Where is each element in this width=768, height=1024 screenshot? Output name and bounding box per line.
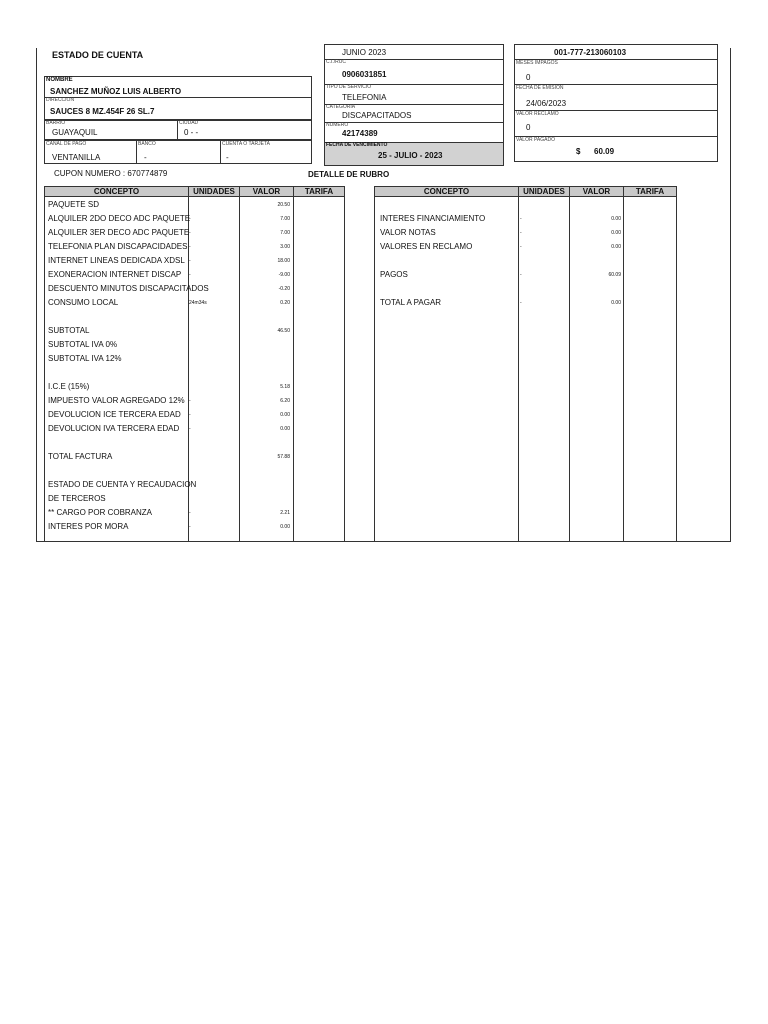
meses-impagos-label: MESES IMPAGOS — [516, 60, 558, 66]
row-unidades: - — [189, 524, 191, 530]
row-concepto: SUBTOTAL IVA 0% — [48, 340, 118, 349]
detalle-rubro-title: DETALLE DE RUBRO — [308, 170, 390, 179]
row-unidades: - — [520, 216, 522, 222]
numero-label: NUMERO — [326, 122, 349, 128]
row-valor: 5.18 — [280, 384, 290, 390]
vencimiento-value: 25 - JULIO - 2023 — [378, 151, 443, 160]
barrio-label: BARRIO — [46, 120, 66, 126]
row-concepto: DEVOLUCION ICE TERCERA EDAD — [48, 410, 181, 419]
row-valor: 7.00 — [280, 230, 290, 236]
bottom-border — [36, 541, 731, 542]
ciudad-value: 0 - - — [184, 128, 199, 137]
row-concepto: VALOR NOTAS — [380, 228, 436, 237]
direccion-label: DIRECCION — [46, 97, 75, 103]
tipo-servicio-value: TELEFONIA — [342, 93, 387, 102]
row-concepto: INTERES POR MORA — [48, 522, 129, 531]
row-unidades: - — [189, 230, 191, 236]
row-unidades: - — [189, 216, 191, 222]
right-col-unidades: UNIDADES — [518, 186, 570, 197]
row-unidades: 24m34s — [189, 300, 207, 306]
valor-pagado-symbol: $ — [576, 147, 581, 156]
row-unidades: - — [189, 482, 191, 488]
row-unidades: - — [520, 230, 522, 236]
row-concepto: TELEFONIA PLAN DISCAPACIDADES — [48, 242, 188, 251]
page-right-border — [730, 48, 731, 542]
row-unidades: - — [189, 426, 191, 432]
row-concepto: DEVOLUCION IVA TERCERA EDAD — [48, 424, 180, 433]
row-valor: -9.00 — [278, 272, 290, 278]
ciruc-value: 0906031851 — [342, 70, 387, 79]
row-valor: 0.00 — [280, 524, 290, 530]
row-unidades: - — [189, 286, 191, 292]
banco-value: - — [144, 153, 147, 162]
row-concepto: ** CARGO POR COBRANZA — [48, 508, 153, 517]
row-valor: 0.00 — [611, 216, 621, 222]
valor-reclamo-label: VALOR RECLAMO — [516, 111, 559, 117]
row-valor: 6.20 — [280, 398, 290, 404]
row-valor: -0.20 — [278, 286, 290, 292]
nombre-label: NOMBRE — [46, 77, 73, 83]
valor-pagado-value: 60.09 — [594, 147, 615, 156]
row-valor: 0.00 — [280, 412, 290, 418]
banco-label: BANCO — [138, 141, 156, 147]
ciudad-label: CIUDAD — [179, 120, 199, 126]
cupon-number: CUPON NUMERO : 670774879 — [54, 169, 168, 178]
row-unidades: - — [189, 412, 191, 418]
row-unidades: - — [189, 272, 191, 278]
cuenta-tarjeta-label: CUENTA O TARJETA — [222, 141, 270, 147]
row-valor: 3.00 — [280, 244, 290, 250]
tipo-servicio-label: TIPO DE SERVICIO — [326, 84, 372, 90]
row-concepto: ESTADO DE CUENTA Y RECAUDACION — [48, 480, 197, 489]
row-valor: 0.00 — [611, 230, 621, 236]
valor-reclamo-value: 0 — [526, 123, 531, 132]
row-unidades: - — [520, 272, 522, 278]
row-valor: 60.09 — [608, 272, 621, 278]
row-valor: 7.00 — [280, 216, 290, 222]
vencimiento-label: FECHA DE VENCIMIENTO — [326, 142, 388, 148]
fecha-emision-label: FECHA DE EMISION — [516, 85, 564, 91]
document-title: ESTADO DE CUENTA — [52, 50, 144, 60]
left-col-tarifa: TARIFA — [293, 186, 345, 197]
left-col-valor: VALOR — [239, 186, 294, 197]
categoria-value: DISCAPACITADOS — [342, 111, 412, 120]
account-number: 001-777-213060103 — [554, 48, 627, 57]
row-concepto: TOTAL A PAGAR — [380, 298, 442, 307]
left-col-concepto: CONCEPTO — [44, 186, 189, 197]
valor-pagado-label: VALOR PAGADO — [516, 137, 555, 143]
row-valor: 20.50 — [277, 202, 290, 208]
row-unidades: - — [189, 258, 191, 264]
row-concepto: CONSUMO LOCAL — [48, 298, 119, 307]
row-concepto: INTERNET LINEAS DEDICADA XDSL — [48, 256, 185, 265]
row-concepto: ALQUILER 3ER DECO ADC PAQUETE — [48, 228, 190, 237]
row-concepto: IMPUESTO VALOR AGREGADO 12% — [48, 396, 185, 405]
row-unidades: - — [520, 300, 522, 306]
row-concepto: SUBTOTAL IVA 12% — [48, 354, 122, 363]
row-concepto: PAGOS — [380, 270, 408, 279]
canal-value: VENTANILLA — [52, 153, 101, 162]
period-value: JUNIO 2023 — [342, 48, 387, 57]
row-concepto: EXONERACION INTERNET DISCAP — [48, 270, 182, 279]
cuenta-tarjeta-value: - — [226, 153, 229, 162]
client-address: SAUCES 8 MZ.454F 26 SL.7 — [50, 107, 155, 116]
row-unidades: - — [520, 244, 522, 250]
row-valor: 2.21 — [280, 510, 290, 516]
row-valor: 0.00 — [280, 426, 290, 432]
left-col-unidades: UNIDADES — [188, 186, 240, 197]
meses-impagos-value: 0 — [526, 73, 531, 82]
right-col-concepto: CONCEPTO — [374, 186, 519, 197]
row-valor: 0.00 — [611, 300, 621, 306]
row-concepto: TOTAL FACTURA — [48, 452, 113, 461]
row-concepto: INTERES FINANCIAMIENTO — [380, 214, 486, 223]
client-name: SANCHEZ MUÑOZ LUIS ALBERTO — [50, 87, 182, 96]
fecha-emision-value: 24/06/2023 — [526, 99, 567, 108]
row-concepto: DE TERCEROS — [48, 494, 106, 503]
row-concepto: DESCUENTO MINUTOS DISCAPACITADOS — [48, 284, 209, 293]
row-concepto: ALQUILER 2DO DECO ADC PAQUETE — [48, 214, 191, 223]
barrio-value: GUAYAQUIL — [52, 128, 98, 137]
row-unidades: - — [189, 244, 191, 250]
row-valor: 18.00 — [277, 258, 290, 264]
row-concepto: I.C.E (15%) — [48, 382, 90, 391]
right-col-tarifa: TARIFA — [623, 186, 677, 197]
row-valor: 0.00 — [611, 244, 621, 250]
row-concepto: SUBTOTAL — [48, 326, 90, 335]
right-col-valor: VALOR — [569, 186, 624, 197]
row-unidades: - — [189, 398, 191, 404]
row-concepto: VALORES EN RECLAMO — [380, 242, 473, 251]
page-left-border — [36, 48, 37, 542]
row-valor: 57.88 — [277, 454, 290, 460]
row-unidades: - — [189, 510, 191, 516]
canal-label: CANAL DE PAGO — [46, 141, 87, 147]
row-valor: 46.50 — [277, 328, 290, 334]
ciruc-label: C.I./RUC — [326, 59, 346, 65]
row-concepto: PAQUETE SD — [48, 200, 99, 209]
row-valor: 0.20 — [280, 300, 290, 306]
numero-value: 42174389 — [342, 129, 378, 138]
categoria-label: CATEGORIA — [326, 104, 356, 110]
